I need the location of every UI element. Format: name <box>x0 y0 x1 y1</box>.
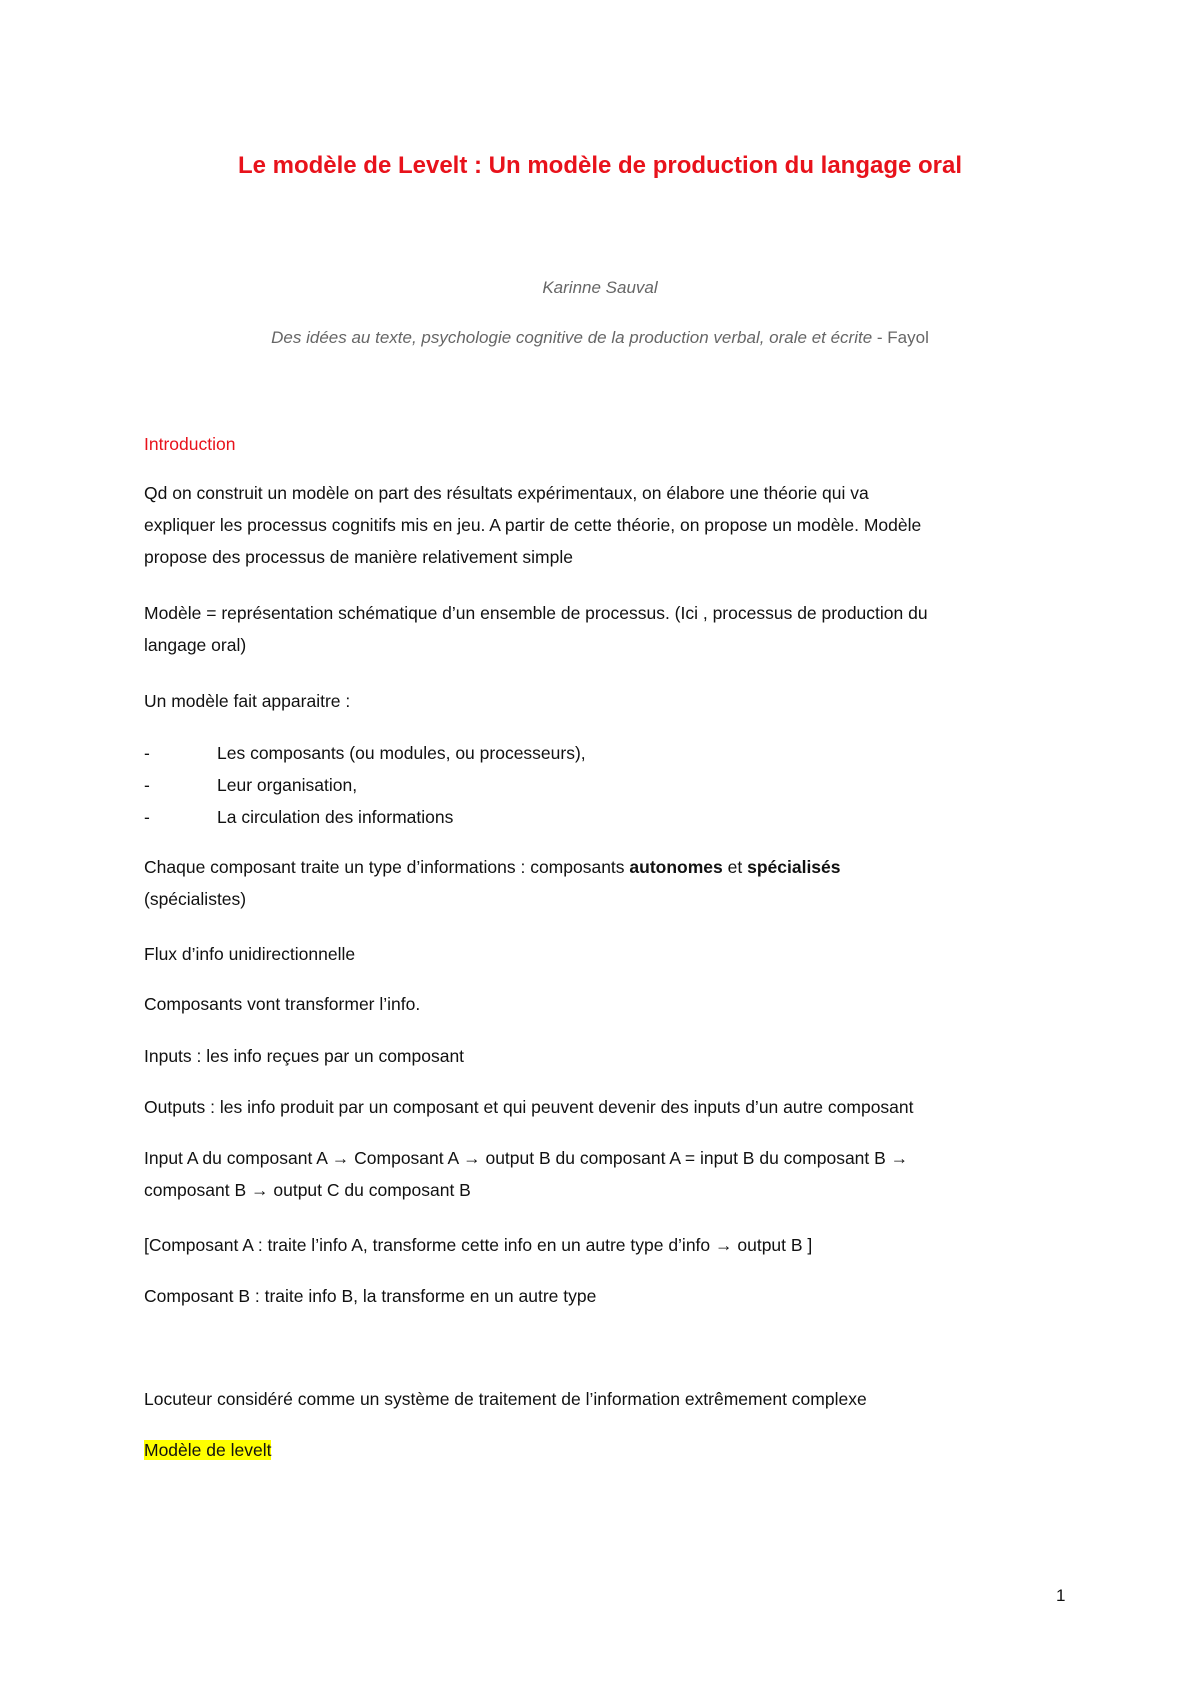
author-name: Karinne Sauval <box>542 278 658 297</box>
text-line: Qd on construit un modèle on part des résultats expérimentaux, on élabore une théorie qui va <box>144 483 869 503</box>
text-line: Modèle = représentation schématique d’un ensemble de processus. (Ici , processus de production du <box>144 603 928 623</box>
source-reference <box>0 328 1200 348</box>
text-line: expliquer les processus cognitifs mis en jeu. A partir de cette théorie, on propose un modèle. Modèle <box>144 515 922 535</box>
paragraph-transform: Composants vont transformer l’info. <box>144 994 421 1014</box>
text-line: composant B → output C du composant B <box>144 1180 471 1200</box>
source-book-title: Des idées au texte, psychologie cognitive de la production verbal, orale et écrite <box>271 328 873 347</box>
highlighted-heading <box>144 1434 1074 1466</box>
paragraph-component-a: [Composant A : traite l’info A, transforme cette info en un autre type d’info → output B ] <box>144 1235 813 1255</box>
paragraph-outputs: Outputs : les info produit par un composant et qui peuvent devenir des inputs d’un autre composant <box>144 1097 914 1117</box>
source-author: - Fayol <box>872 328 929 347</box>
text-line <box>144 851 1074 883</box>
list-item-text: Les composants (ou modules, ou processeurs), <box>217 743 586 763</box>
paragraph-input-output-chain <box>144 1142 1074 1206</box>
text-run: et <box>722 857 748 877</box>
list-dash: - <box>144 775 150 795</box>
highlighted-text: Modèle de levelt <box>144 1440 272 1460</box>
text-line: langage oral) <box>144 635 247 655</box>
list-dash: - <box>144 807 150 827</box>
paragraph-info-flow: Flux d’info unidirectionnelle <box>144 944 356 964</box>
text-specialized: spécialisés <box>747 857 841 877</box>
paragraph-inputs: Inputs : les info reçues par un composant <box>144 1046 465 1066</box>
text-line: Input A du composant A → Composant A → output B du composant A = input B du composant B → <box>144 1148 909 1168</box>
text-line: (spécialistes) <box>144 889 247 909</box>
list-item <box>144 801 1074 833</box>
document-title: Le modèle de Levelt : Un modèle de production du langage oral <box>237 152 963 179</box>
list-item <box>144 737 1074 769</box>
text-run: Chaque composant traite un type d’informations : composants <box>144 857 630 877</box>
bullet-list <box>144 737 1074 833</box>
paragraph-model-definition <box>144 597 1074 661</box>
list-item-text: Leur organisation, <box>217 775 358 795</box>
list-item-text: La circulation des informations <box>217 807 454 827</box>
list-item <box>144 769 1074 801</box>
paragraph-model-construction <box>144 477 1074 573</box>
page-number: 1 <box>1056 1586 1066 1605</box>
text-line: propose des processus de manière relativement simple <box>144 547 573 567</box>
paragraph-component-b: Composant B : traite info B, la transforme en un autre type <box>144 1286 597 1306</box>
list-dash: - <box>144 743 150 763</box>
section-heading-introduction: Introduction <box>144 434 236 454</box>
paragraph-model-shows: Un modèle fait apparaitre : <box>144 691 351 711</box>
text-autonomous: autonomes <box>629 857 723 877</box>
paragraph-speaker-system: Locuteur considéré comme un système de traitement de l’information extrêmement complexe <box>144 1389 867 1409</box>
paragraph-component-types <box>144 851 1074 915</box>
